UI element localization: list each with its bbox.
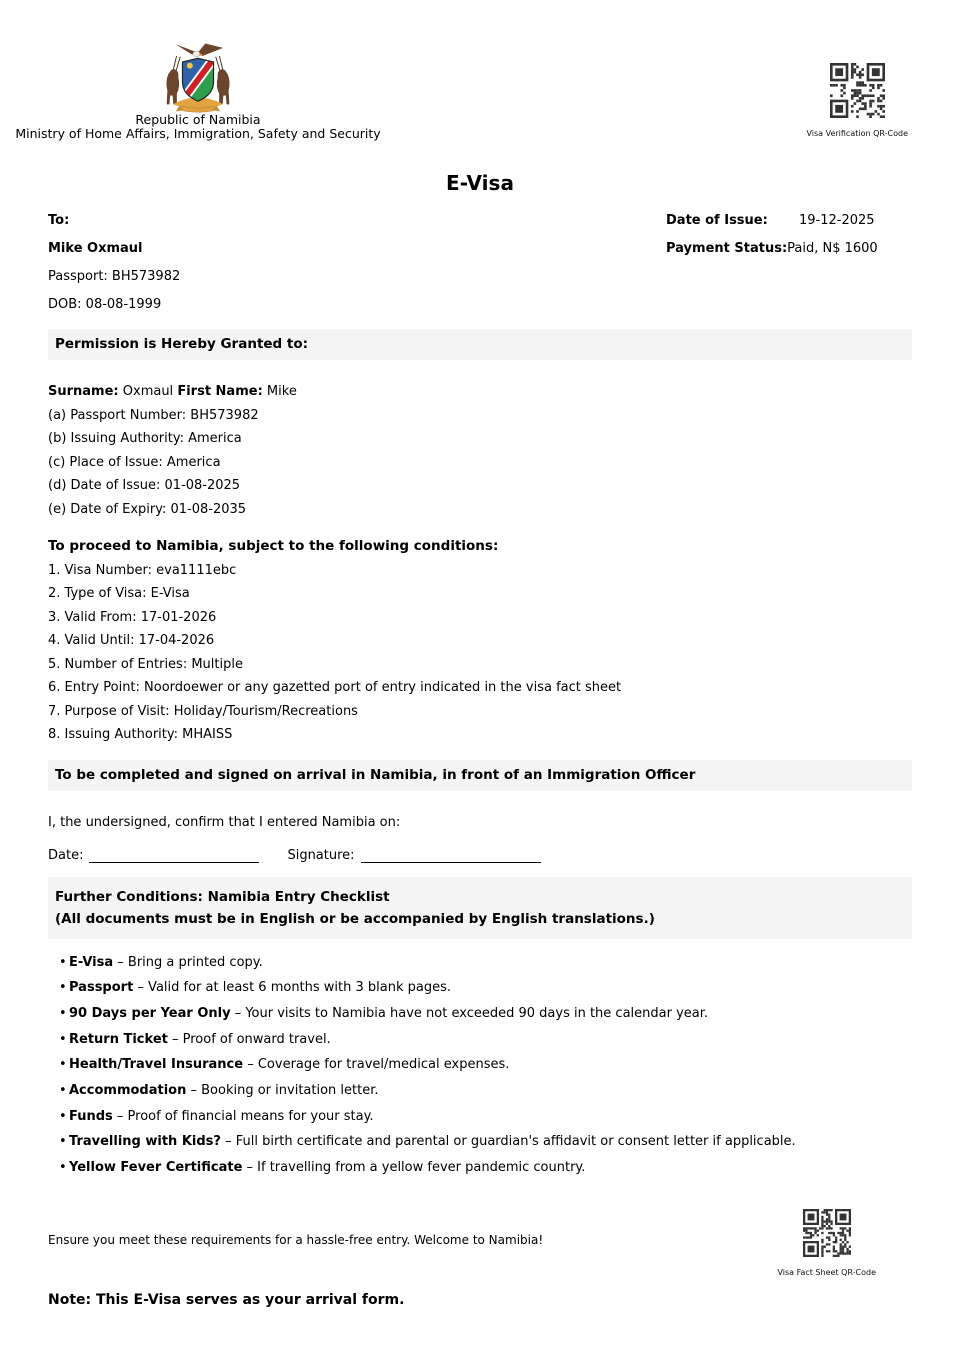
checklist-item: [48, 975, 912, 1001]
condition-item: 3. Valid From: 17-01-2026: [48, 609, 217, 625]
signature-fill-label: Signature:: [287, 847, 355, 863]
surname-label: Surname:: [48, 384, 119, 399]
checklist-item: [48, 1129, 912, 1155]
page-title: E-Visa: [446, 171, 514, 195]
firstname-value: Mike: [266, 384, 297, 399]
conditions-list: [48, 559, 912, 747]
date-of-issue-row: [666, 207, 912, 235]
condition-item: 4. Valid Until: 17-04-2026: [48, 633, 215, 648]
conditions-heading: To proceed to Namibia, subject to the following conditions:: [48, 538, 499, 554]
checklist-item-text: – Your visits to Namibia have not exceeded 90 days in the calendar year.: [230, 1005, 709, 1021]
checklist-item: [48, 1155, 912, 1181]
checklist-item-text: – Proof of financial means for your stay.: [112, 1108, 374, 1124]
checklist-header-line2: (All documents must be in English or be accompanied by English translations.): [55, 910, 655, 927]
recipient-issue-row: [48, 207, 912, 319]
ensure-text: Ensure you meet these requirements for a hassle-free entry. Welcome to Namibia!: [48, 1232, 544, 1247]
surname-value: Oxmaul: [122, 384, 174, 399]
visa-fact-sheet-qr-caption: Visa Fact Sheet QR-Code: [777, 1267, 876, 1277]
condition-item: 8. Issuing Authority: MHAISS: [48, 727, 233, 742]
checklist-item: [48, 950, 912, 976]
permission-item: (d) Date of Issue: 01-08-2025: [48, 478, 241, 493]
checklist-item-text: – Full birth certificate and parental or guardian's affidavit or consent letter if applicable.: [220, 1134, 796, 1150]
visa-verification-qr-code: [830, 63, 885, 122]
condition-item: 5. Number of Entries: Multiple: [48, 656, 243, 672]
visa-fact-sheet-qr-block: [777, 1209, 876, 1277]
checklist-item-label: Health/Travel Insurance: [69, 1057, 244, 1073]
checklist-item-label: 90 Days per Year Only: [69, 1005, 231, 1021]
recipient-passport: Passport: BH573982: [48, 269, 181, 284]
signature-underline: [361, 849, 541, 863]
date-underline: [89, 849, 259, 863]
visa-verification-qr-caption: Visa Verification QR-Code: [806, 129, 908, 138]
checklist-item: [48, 1104, 912, 1130]
arrival-form-note: Note: This E-Visa serves as your arrival form.: [48, 1291, 405, 1308]
payment-status-label: Payment Status:: [666, 241, 788, 256]
payment-status-row: [666, 235, 912, 263]
condition-item: 7. Purpose of Visit: Holiday/Tourism/Recreations: [48, 703, 358, 719]
arrival-section-header: To be completed and signed on arrival in Namibia, in front of an Immigration Officer: [48, 760, 912, 791]
checklist: [48, 950, 912, 1181]
checklist-item-label: Return Ticket: [69, 1031, 168, 1047]
ministry-text: Ministry of Home Affairs, Immigration, Safety and Security: [15, 126, 381, 141]
checklist-section-header: [48, 877, 912, 939]
name-line: [48, 380, 912, 404]
checklist-item-text: – If travelling from a yellow fever pandemic country.: [242, 1160, 586, 1176]
issue-block: [666, 207, 912, 319]
date-of-issue-value: 19-12-2025: [799, 213, 875, 228]
permission-item: (e) Date of Expiry: 01-08-2035: [48, 501, 247, 517]
republic-of-namibia-text: Republic of Namibia: [135, 112, 261, 127]
checklist-item-text: – Booking or invitation letter.: [186, 1083, 379, 1099]
firstname-label: First Name:: [177, 384, 263, 399]
checklist-item-label: Passport: [69, 980, 134, 996]
checklist-item-text: – Coverage for travel/medical expenses.: [243, 1057, 510, 1073]
permission-item: (b) Issuing Authority: America: [48, 431, 242, 446]
permission-item: (a) Passport Number: BH573982: [48, 407, 259, 423]
checklist-item-label: E-Visa: [69, 954, 114, 970]
checklist-item: [48, 1078, 912, 1104]
condition-item: 2. Type of Visa: E-Visa: [48, 586, 190, 601]
checklist-item-text: – Valid for at least 6 months with 3 blank pages.: [133, 980, 452, 996]
checklist-item-label: Funds: [69, 1108, 113, 1124]
checklist-item-label: Travelling with Kids?: [69, 1134, 221, 1150]
date-fill-label: Date:: [48, 847, 84, 863]
date-signature-row: [48, 843, 912, 863]
permission-list: [48, 404, 912, 522]
visa-verification-qr-block: [806, 63, 908, 138]
date-of-issue-label: Date of Issue:: [666, 213, 768, 228]
footer-row: [48, 1209, 912, 1277]
checklist-item: [48, 1052, 912, 1078]
ministry-brand-block: [15, 42, 381, 141]
checklist-header-line1: Further Conditions: Namibia Entry Checklist: [55, 888, 390, 905]
checklist-item-text: – Bring a printed copy.: [113, 954, 263, 970]
namibia-coat-of-arms-icon: [161, 42, 235, 113]
permission-item: (c) Place of Issue: America: [48, 454, 221, 470]
document-header: [15, 42, 912, 141]
checklist-item-label: Accommodation: [69, 1083, 187, 1099]
recipient-name: Mike Oxmaul: [48, 241, 143, 256]
recipient-block: [48, 207, 180, 319]
checklist-item: [48, 1027, 912, 1053]
arrival-confirm-text: I, the undersigned, confirm that I entered Namibia on:: [48, 814, 401, 830]
to-label: To:: [48, 213, 70, 228]
visa-fact-sheet-qr-code: [803, 1209, 851, 1261]
payment-status-value: Paid, N$ 1600: [787, 241, 878, 256]
checklist-item-label: Yellow Fever Certificate: [69, 1160, 243, 1176]
recipient-dob: DOB: 08-08-1999: [48, 297, 162, 312]
checklist-item: [48, 1001, 912, 1027]
checklist-item-text: – Proof of onward travel.: [167, 1031, 331, 1047]
permission-details: [48, 380, 912, 521]
condition-item: 6. Entry Point: Noordoewer or any gazetted port of entry indicated in the visa fact sheet: [48, 680, 622, 695]
permission-section-header: Permission is Hereby Granted to:: [48, 329, 912, 360]
condition-item: 1. Visa Number: eva1111ebc: [48, 562, 237, 578]
